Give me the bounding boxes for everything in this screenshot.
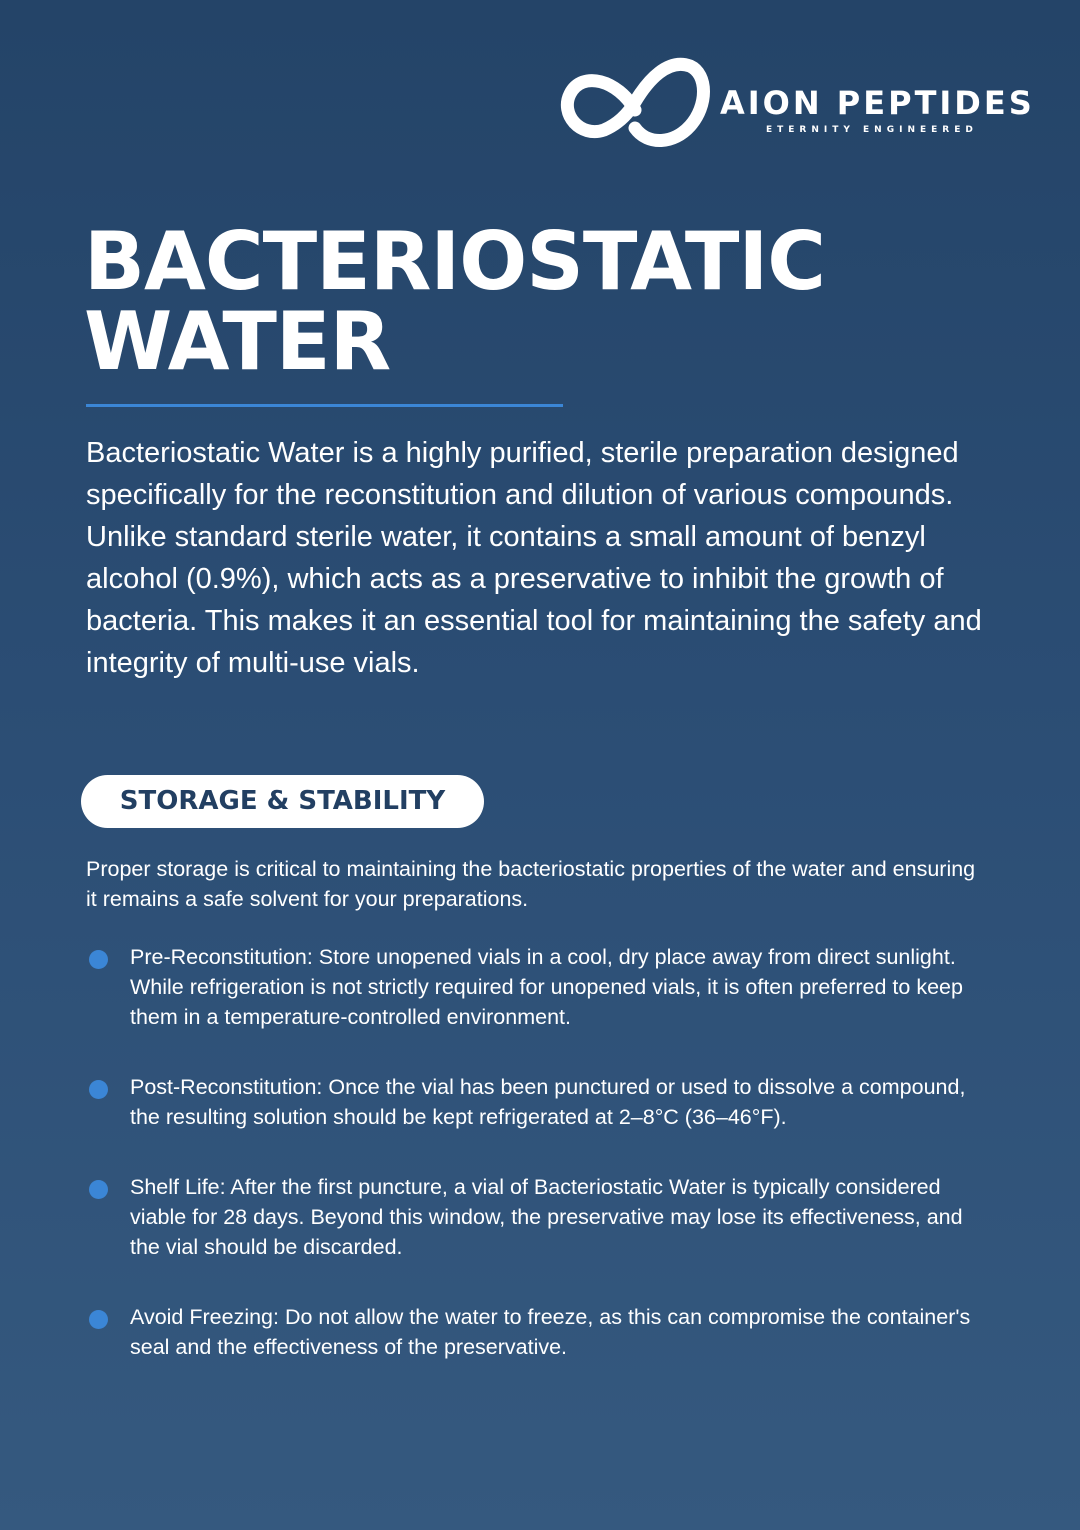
page-title (84, 215, 984, 388)
list-item (86, 942, 996, 1032)
brand-tagline: ETERNITY ENGINEERED (766, 125, 978, 135)
section-heading-pill: STORAGE & STABILITY (81, 775, 484, 828)
list-item-text: Avoid Freezing: Do not allow the water to freeze, as this can compromise the container's seal and the effectiveness of the preservative. (130, 1305, 971, 1359)
list-item-text: Post-Reconstitution: Once the vial has been punctured or used to dissolve a compound, the resulting solution should be kept refrigerated at 2–8°C (36–46°F). (130, 1075, 966, 1129)
infinity-icon (560, 52, 710, 152)
list-item-text: Pre-Reconstitution: Store unopened vials in a cool, dry place away from direct sunlight. While refrigeration is not strictly required for unopened vials, it is often preferred to keep them in a temperature-controlled environment. (130, 945, 963, 1029)
section-intro: Proper storage is critical to maintaining the bacteriostatic properties of the water and ensuring it remains a safe solvent for your preparations. (86, 857, 976, 911)
brand-logo (560, 52, 1035, 152)
bullet-dot-icon (89, 1180, 108, 1199)
title-divider (86, 404, 563, 407)
list-item-text: Shelf Life: After the first puncture, a vial of Bacteriostatic Water is typically considered viable for 28 days. Beyond this window, the preservative may lose its effectiveness, and the vial should be discarded. (130, 1175, 963, 1259)
storage-list (86, 942, 996, 1402)
list-item (86, 1072, 996, 1132)
list-item (86, 1172, 996, 1262)
intro-paragraph: Bacteriostatic Water is a highly purified, sterile preparation designed specifically for the reconstitution and dilution of various compounds. Unlike standard sterile water, it contains a small amount of benzyl alcohol (0.9%), which acts as a preservative to inhibit the growth of bacteria. This makes it an essential tool for maintaining the safety and integrity of multi-use vials. (86, 437, 982, 679)
title-line-2: WATER (84, 295, 391, 388)
brand-name: AION PEPTIDES (720, 84, 1035, 122)
bullet-dot-icon (89, 950, 108, 969)
bullet-dot-icon (89, 1080, 108, 1099)
title-line-1: BACTERIOSTATIC (84, 215, 825, 308)
bullet-dot-icon (89, 1310, 108, 1329)
list-item (86, 1302, 996, 1362)
